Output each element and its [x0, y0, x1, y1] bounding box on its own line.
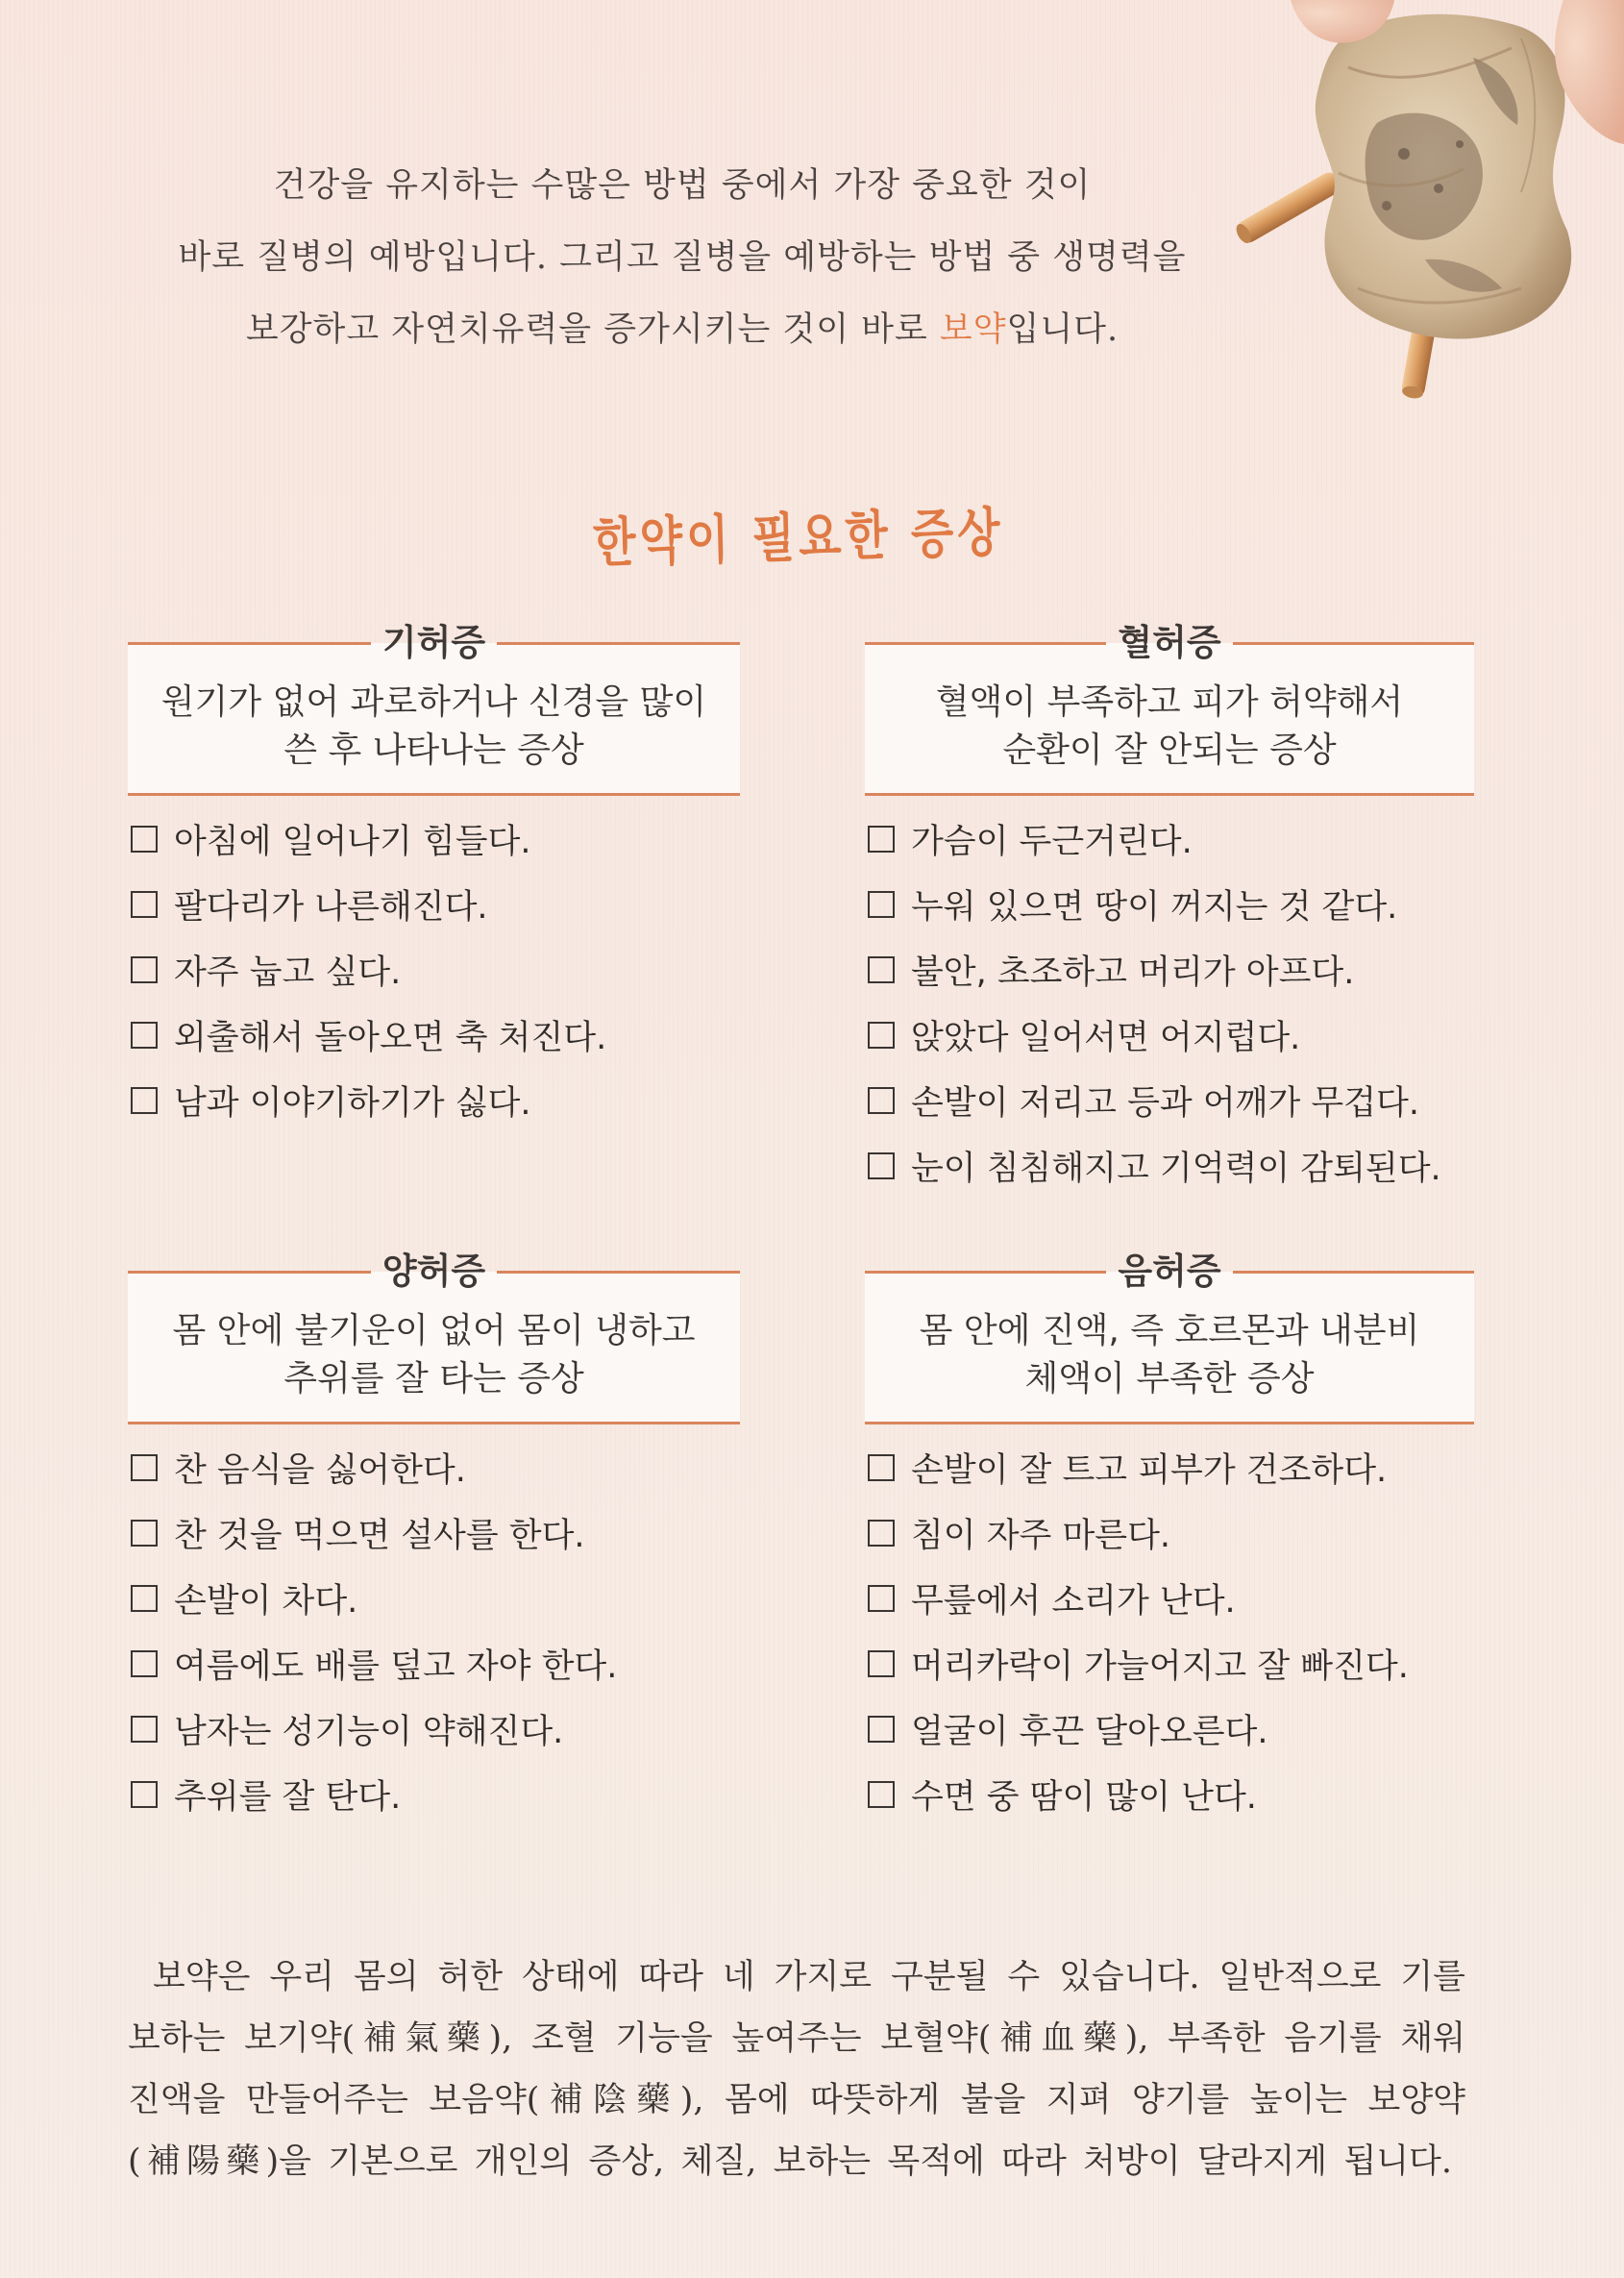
description-line: 체액이 부족한 증상: [1024, 1359, 1315, 1399]
checklist-item: [128, 806, 740, 872]
summary-paragraph: [128, 1946, 1465, 2192]
checklist-item: [128, 1500, 740, 1566]
checkbox-icon: [868, 1087, 895, 1114]
checklist-item: [865, 1566, 1474, 1631]
checklist-item-label: 외출해서 돌아오면 축 처진다.: [174, 1019, 607, 1057]
checkbox-icon: [868, 1781, 895, 1808]
checkbox-icon: [868, 1716, 895, 1743]
hand: [1555, 0, 1624, 144]
checklist-item-label: 머리카락이 가늘어지고 잘 빠진다.: [911, 1647, 1409, 1686]
checklist-item-label: 남과 이야기하기가 싫다.: [174, 1084, 531, 1123]
section-hyeolheojeung: [865, 622, 1474, 1199]
section-heading: [865, 1248, 1474, 1296]
checklist-item: [128, 1435, 740, 1500]
checklist-item-label: 얼굴이 후끈 달아오른다.: [911, 1713, 1268, 1751]
description-line: 몸 안에 진액, 즉 호르몬과 내분비: [919, 1311, 1420, 1350]
summary-line: (補陽藥)을 기본으로 개인의 증상, 체질, 보하는 목적에 따라 처방이 달라지게 됩니다.: [128, 2142, 1452, 2181]
intro-text: 입니다.: [1006, 310, 1120, 349]
checklist-item: [865, 1133, 1474, 1199]
divider: [128, 1271, 371, 1274]
checklist-item-label: 가슴이 두근거린다.: [911, 823, 1193, 861]
section-giheojeung: [128, 622, 740, 1133]
checklist-item: [865, 1435, 1474, 1500]
checklist-item-label: 추위를 잘 탄다.: [174, 1778, 402, 1817]
checklist-item: [128, 1762, 740, 1827]
section-header-box: [128, 622, 740, 796]
section-heading: [128, 619, 740, 667]
divider: [1233, 642, 1474, 645]
checkbox-icon: [868, 1454, 895, 1481]
checkbox-icon: [868, 956, 895, 983]
section-title: 기허증: [381, 622, 486, 663]
intro-paragraph: [96, 150, 1268, 366]
section-header-box: [865, 622, 1474, 796]
intro-text: 보강하고 자연치유력을 증가시키는 것이 바로: [245, 310, 940, 349]
checklist-item: [865, 1762, 1474, 1827]
checkbox-icon: [131, 1585, 158, 1612]
checklist-item: [865, 1631, 1474, 1696]
page-title: 한약이 필요한 증상: [592, 501, 1005, 574]
divider: [1233, 1271, 1474, 1274]
checkbox-icon: [868, 1650, 895, 1677]
checklist-item-label: 무릎에서 소리가 난다.: [911, 1582, 1236, 1621]
section-header-box: [128, 1250, 740, 1424]
intro-line: 바로 질병의 예방입니다. 그리고 질병을 예방하는 방법 중 생명력을: [178, 238, 1187, 277]
checkbox-icon: [131, 1781, 158, 1808]
summary-line: 보약은 우리 몸의 허한 상태에 따라 네 가지로 구분될 수 있습니다. 일반적으로 기를: [153, 1958, 1465, 1996]
description-line: 몸 안에 불기운이 없어 몸이 냉하고: [172, 1311, 696, 1350]
checklist-item-label: 손발이 저리고 등과 어깨가 무겁다.: [911, 1084, 1419, 1123]
checklist-item-label: 여름에도 배를 덮고 자야 한다.: [174, 1647, 618, 1686]
checklist-item: [865, 1068, 1474, 1133]
checklist-item: [865, 1003, 1474, 1068]
checkbox-icon: [868, 891, 895, 918]
checkbox-icon: [131, 956, 158, 983]
checkbox-icon: [131, 1087, 158, 1114]
summary-line: 보하는 보기약(補氣藥), 조혈 기능을 높여주는 보혈약(補血藥), 부족한 음기를 채워: [128, 2019, 1465, 2058]
section-heading: [128, 1248, 740, 1296]
checklist-item-label: 팔다리가 나른해진다.: [174, 888, 488, 927]
checklist-item-label: 앉았다 일어서면 어지럽다.: [911, 1019, 1301, 1057]
checklist-item: [128, 1068, 740, 1133]
checklist-item-label: 손발이 잘 트고 피부가 건조하다.: [911, 1451, 1388, 1490]
checklist-item: [865, 806, 1474, 872]
section-yangheojeung: [128, 1250, 740, 1827]
checkbox-icon: [868, 826, 895, 853]
checkbox-icon: [868, 1520, 895, 1547]
checkbox-icon: [131, 1520, 158, 1547]
description-line: 원기가 없어 과로하거나 신경을 많이: [160, 682, 707, 722]
checklist-item-label: 누워 있으면 땅이 꺼지는 것 같다.: [911, 888, 1398, 927]
section-title: 양허증: [381, 1250, 486, 1292]
checklist-item-label: 찬 것을 먹으면 설사를 한다.: [174, 1517, 585, 1555]
checklist-item-label: 자주 눕고 싶다.: [174, 953, 402, 992]
checklist-item: [128, 1631, 740, 1696]
checklist-item: [865, 1696, 1474, 1762]
section-heading: [865, 619, 1474, 667]
checklist-item: [865, 937, 1474, 1003]
checklist-item-label: 침이 자주 마른다.: [911, 1517, 1171, 1555]
section-header-box: [865, 1250, 1474, 1424]
checklist-item-label: 찬 음식을 싫어한다.: [174, 1451, 466, 1490]
description-line: 순환이 잘 안되는 증상: [1002, 730, 1337, 770]
description-line: 추위를 잘 타는 증상: [283, 1359, 584, 1399]
checkbox-icon: [868, 1022, 895, 1049]
checkbox-icon: [868, 1585, 895, 1612]
checklist-item: [865, 872, 1474, 937]
checklist-item-label: 수면 중 땀이 많이 난다.: [911, 1778, 1257, 1817]
checkbox-icon: [868, 1152, 895, 1179]
checkbox-icon: [131, 1716, 158, 1743]
section-eumheojeung: [865, 1250, 1474, 1827]
summary-line: 진액을 만들어주는 보음약(補陰藥), 몸에 따뜻하게 불을 지펴 양기를 높이는 보양약: [128, 2081, 1465, 2119]
section-title: 혈허증: [1118, 622, 1221, 663]
divider: [497, 1271, 740, 1274]
checklist-item-label: 남자는 성기능이 약해진다.: [174, 1713, 564, 1751]
intro-line: [96, 294, 1268, 366]
checklist-item: [128, 872, 740, 937]
checklist-item-label: 불안, 초조하고 머리가 아프다.: [911, 953, 1355, 992]
divider: [128, 642, 371, 645]
section-title: 음허증: [1118, 1250, 1221, 1292]
symptom-checklist: [865, 806, 1474, 1199]
checkbox-icon: [131, 1454, 158, 1481]
divider: [865, 642, 1106, 645]
description-line: 혈액이 부족하고 피가 허약해서: [935, 682, 1404, 722]
checklist-item: [128, 1003, 740, 1068]
highlight-text: 보약: [939, 310, 1007, 349]
checklist-item-label: 눈이 침침해지고 기억력이 감퇴된다.: [911, 1150, 1441, 1188]
description-line: 쓴 후 나타나는 증상: [283, 730, 584, 770]
symptom-checklist: [128, 806, 740, 1133]
herbal-pouch-photo: [1233, 0, 1624, 407]
divider: [865, 1271, 1106, 1274]
divider: [497, 642, 740, 645]
checklist-item: [128, 1696, 740, 1762]
checklist-item-label: 아침에 일어나기 힘들다.: [174, 823, 531, 861]
checkbox-icon: [131, 1650, 158, 1677]
checkbox-icon: [131, 826, 158, 853]
checklist-item-label: 손발이 차다.: [174, 1582, 358, 1621]
cloth-bundle: [1316, 14, 1571, 339]
checkbox-icon: [131, 1022, 158, 1049]
intro-line: 건강을 유지하는 수많은 방법 중에서 가장 중요한 것이: [273, 166, 1092, 205]
checklist-item: [865, 1500, 1474, 1566]
checklist-item: [128, 937, 740, 1003]
checklist-item: [128, 1566, 740, 1631]
checkbox-icon: [131, 891, 158, 918]
symptom-checklist: [128, 1435, 740, 1827]
symptom-checklist: [865, 1435, 1474, 1827]
